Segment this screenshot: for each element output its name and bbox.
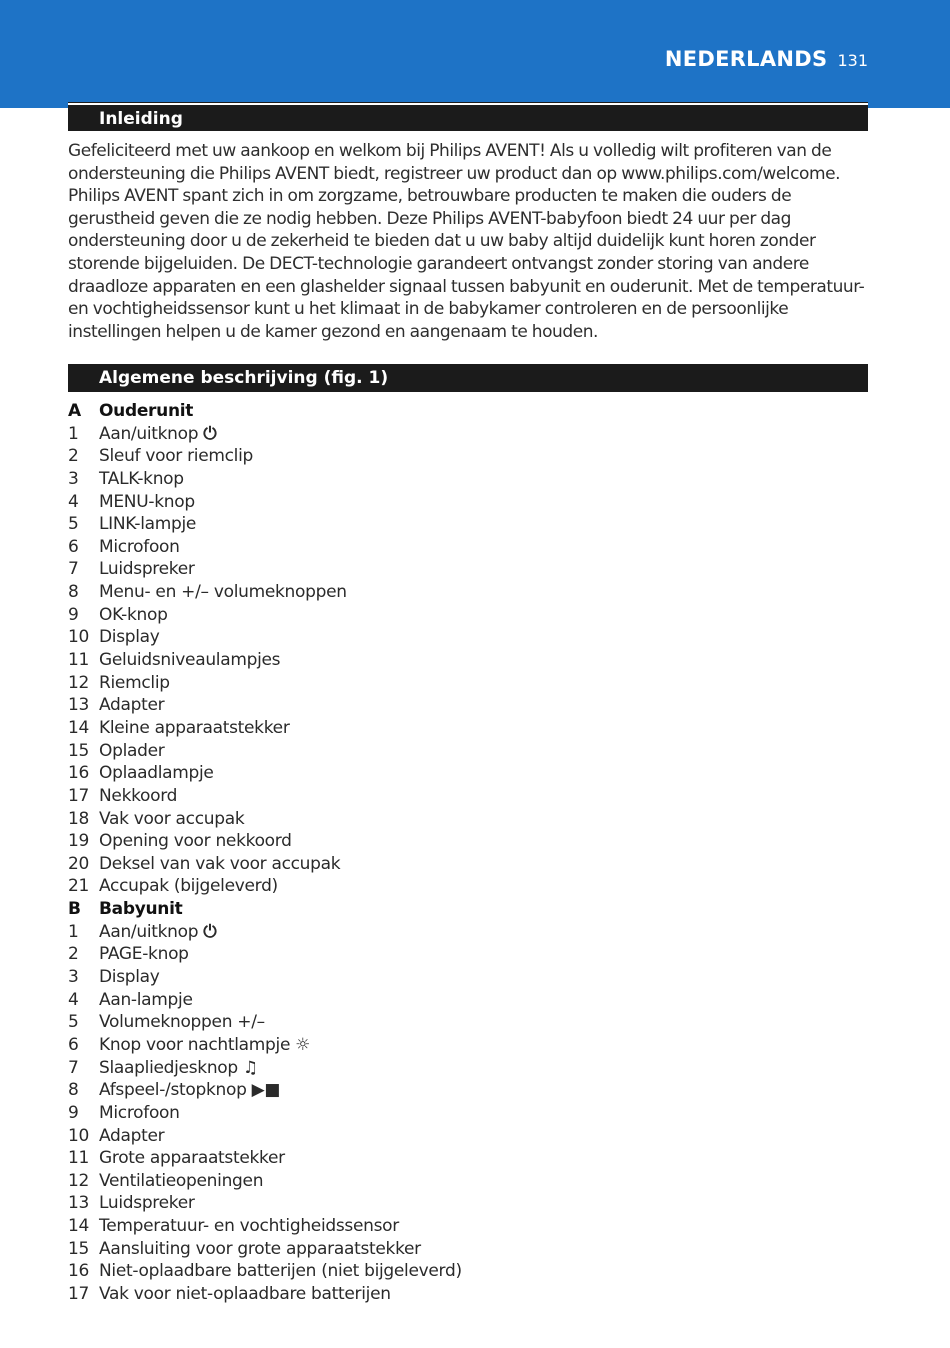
intro-line: storende bijgeluiden. De DECT-technologie garandeert ontvangst zonder storing van andere — [68, 253, 809, 274]
item-number: 10 — [68, 1125, 90, 1146]
item-label: Afspeel-/stopknop — [99, 1080, 247, 1101]
intro-line: instellingen helpen u de kamer gezond en aangenaam te houden. — [68, 321, 599, 342]
item-label: Display — [99, 627, 160, 648]
list-item — [68, 989, 868, 1012]
list-item — [68, 853, 868, 876]
item-label: Display — [99, 967, 160, 988]
item-number: 5 — [68, 1012, 79, 1033]
intro-line: Philips AVENT spant zich in om zorgzame, betrouwbare producten te maken die ouders de — [68, 186, 792, 207]
item-label: Kleine apparaatstekker — [99, 717, 290, 738]
list-item — [68, 943, 868, 966]
list-item — [68, 649, 868, 672]
list-item — [68, 513, 868, 536]
item-number: 11 — [68, 650, 90, 671]
item-number: 20 — [68, 853, 90, 874]
item-label: Slaapliedjesknop — [99, 1057, 238, 1078]
list-item — [68, 604, 868, 627]
item-label: Vak voor accupak — [99, 808, 245, 829]
list-item — [68, 875, 868, 898]
item-number: 1 — [68, 921, 79, 942]
item-number: 16 — [68, 1261, 90, 1282]
item-label: Luidspreker — [99, 1193, 195, 1214]
item-label: Menu- en +/– volumeknoppen — [99, 582, 347, 603]
list-item — [68, 808, 868, 831]
item-label: Microfoon — [99, 1102, 180, 1123]
item-label: Aan/uitknop — [99, 423, 199, 444]
item-label: Nekkoord — [99, 785, 178, 806]
list-item — [68, 1192, 868, 1215]
list-item — [68, 1079, 868, 1102]
item-number: 14 — [68, 1216, 90, 1237]
list-item — [68, 1057, 868, 1080]
item-number: 7 — [68, 559, 79, 580]
page-header — [665, 47, 868, 71]
list-item — [68, 1011, 868, 1034]
item-label: Ventilatieopeningen — [99, 1170, 264, 1191]
item-label: MENU-knop — [99, 491, 195, 512]
intro-line: Gefeliciteerd met uw aankoop en welkom bij Philips AVENT! Als u volledig wilt profiteren van de — [68, 141, 832, 161]
item-label: LINK-lampje — [99, 514, 197, 535]
list-item — [68, 468, 868, 491]
item-label: Oplader — [99, 740, 165, 761]
item-number: 6 — [68, 1034, 79, 1055]
nightlight-icon: ☼ — [295, 1034, 311, 1055]
play-stop-icon: ▶■ — [251, 1080, 281, 1101]
item-label: Temperatuur- en vochtigheidssensor — [99, 1216, 399, 1237]
item-number: 17 — [68, 785, 90, 806]
item-number: 17 — [68, 1283, 90, 1304]
item-number: 5 — [68, 514, 79, 535]
list-item — [68, 581, 868, 604]
list-item — [68, 921, 868, 944]
item-number: 4 — [68, 491, 79, 512]
list-item — [68, 1283, 868, 1306]
item-number: 16 — [68, 763, 90, 784]
list-item — [68, 672, 868, 695]
list-item — [68, 830, 868, 853]
item-number: 7 — [68, 1057, 79, 1078]
page-number: 131 — [837, 51, 868, 70]
list-item — [68, 966, 868, 989]
item-number: 8 — [68, 1080, 79, 1101]
item-label: OK-knop — [99, 604, 168, 625]
item-label: Adapter — [99, 695, 165, 716]
power-icon: ⏻ — [203, 921, 217, 942]
item-label: Niet-oplaadbare batterijen (niet bijgeleverd) — [99, 1261, 462, 1282]
item-number: 19 — [68, 831, 90, 852]
item-number: 4 — [68, 989, 79, 1010]
item-number: 15 — [68, 740, 90, 761]
item-number: 13 — [68, 695, 90, 716]
item-label: TALK-knop — [99, 468, 184, 489]
item-number: 13 — [68, 1193, 90, 1214]
intro-line: gerustheid geven die ze nodig hebben. Deze Philips AVENT-babyfoon biedt 24 uur per dag — [68, 208, 791, 229]
item-label: Sleuf voor riemclip — [99, 446, 254, 467]
item-label: Microfoon — [99, 536, 180, 557]
item-label: Oplaadlampje — [99, 763, 214, 784]
power-icon: ⏻ — [203, 423, 217, 444]
item-label: Aan-lampje — [99, 989, 193, 1010]
item-label: Vak voor niet-oplaadbare batterijen — [99, 1283, 391, 1304]
parts-list — [68, 400, 868, 1306]
group-name: Ouderunit — [99, 401, 194, 421]
item-label: Knop voor nachtlampje — [99, 1034, 291, 1055]
list-item — [68, 423, 868, 446]
item-number: 14 — [68, 717, 90, 738]
intro-line: draadloze apparaten en een glashelder signaal tussen babyunit en ouderunit. Met de temperatuur- — [68, 276, 865, 297]
item-label: Aansluiting voor grote apparaatstekker — [99, 1238, 421, 1259]
item-number: 3 — [68, 468, 79, 489]
item-number: 21 — [68, 876, 90, 897]
item-label: Opening voor nekkoord — [99, 831, 292, 852]
list-item — [68, 785, 868, 808]
item-number: 6 — [68, 536, 79, 557]
item-label: Grote apparaatstekker — [99, 1148, 285, 1169]
list-item — [68, 717, 868, 740]
item-label: Luidspreker — [99, 559, 195, 580]
group-letter: A — [68, 401, 81, 421]
item-number: 3 — [68, 967, 79, 988]
language-title: NEDERLANDS — [664, 47, 828, 71]
item-number: 18 — [68, 808, 90, 829]
list-item — [68, 1102, 868, 1125]
intro-paragraph — [68, 140, 868, 343]
item-number: 12 — [68, 672, 90, 693]
section-heading-intro: Inleiding — [68, 103, 868, 131]
list-item — [68, 626, 868, 649]
item-label: Volumeknoppen +/– — [99, 1012, 265, 1033]
music-note-icon: ♫ — [242, 1057, 258, 1078]
item-number: 15 — [68, 1238, 90, 1259]
list-item — [68, 1170, 868, 1193]
item-label: Accupak (bijgeleverd) — [99, 876, 278, 897]
section-heading-description: Algemene beschrijving (fig. 1) — [68, 364, 868, 392]
list-item — [68, 1034, 868, 1057]
list-item — [68, 1147, 868, 1170]
item-label: Riemclip — [99, 672, 170, 693]
item-label: PAGE-knop — [99, 944, 189, 965]
group-letter: B — [68, 899, 81, 920]
item-number: 11 — [68, 1148, 90, 1169]
item-label: Adapter — [99, 1125, 165, 1146]
item-number: 2 — [68, 446, 79, 467]
list-item — [68, 1215, 868, 1238]
group-name: Babyunit — [99, 899, 183, 920]
item-label: Deksel van vak voor accupak — [99, 853, 341, 874]
list-item — [68, 491, 868, 514]
list-item — [68, 536, 868, 559]
group-heading — [68, 400, 868, 423]
item-number: 12 — [68, 1170, 90, 1191]
item-number: 9 — [68, 604, 79, 625]
item-label: Aan/uitknop — [99, 921, 199, 942]
list-item — [68, 740, 868, 763]
list-item — [68, 762, 868, 785]
list-item — [68, 558, 868, 581]
item-number: 2 — [68, 944, 79, 965]
list-item — [68, 1238, 868, 1261]
item-number: 10 — [68, 627, 90, 648]
list-item — [68, 694, 868, 717]
intro-line: ondersteuning door u de zekerheid te bieden dat u uw baby altijd duidelijk kunt horen zonder — [68, 231, 816, 252]
list-item — [68, 445, 868, 468]
item-number: 8 — [68, 582, 79, 603]
item-number: 1 — [68, 423, 79, 444]
list-item — [68, 1125, 868, 1148]
intro-line: ondersteuning die Philips AVENT biedt, registreer uw product dan op www.philips.com/welcome. — [68, 163, 841, 184]
intro-line: en vochtigheidssensor kunt u het klimaat in de babykamer controleren en de persoonlijke — [68, 299, 789, 320]
list-item — [68, 1260, 868, 1283]
item-label: Geluidsniveaulampjes — [99, 650, 281, 671]
item-number: 9 — [68, 1102, 79, 1123]
group-heading — [68, 898, 868, 921]
